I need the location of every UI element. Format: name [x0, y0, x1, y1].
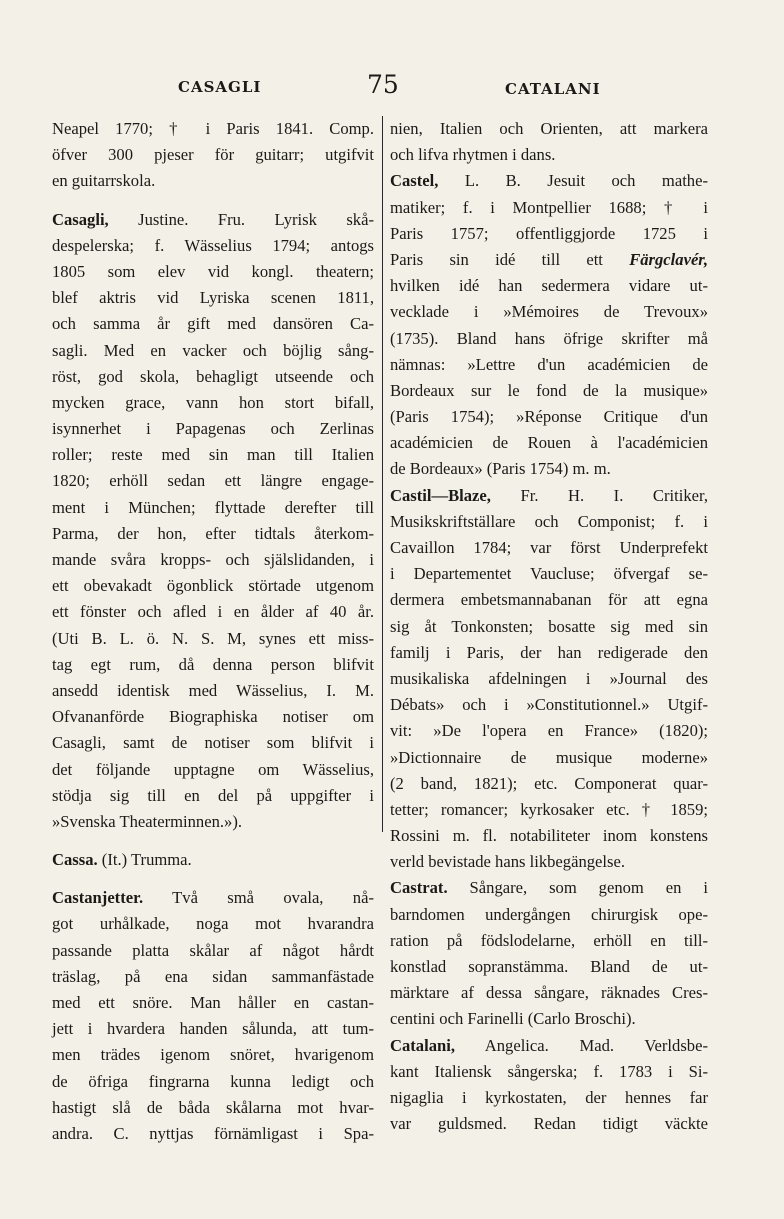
text-line — [390, 902, 708, 928]
text-line — [52, 390, 374, 416]
text-line — [390, 640, 708, 666]
line-text: Sångare, som genom en i — [447, 878, 708, 898]
line-text: familj i Paris, der han redigerade den — [390, 642, 708, 662]
line-text: Débats» och i »Constitutionnel.» Utgif- — [390, 695, 708, 715]
line-text: (2 band, 1821); etc. Componerat quar- — [390, 773, 708, 793]
text-line — [52, 1042, 374, 1068]
text-line — [390, 954, 708, 980]
text-line — [390, 666, 708, 692]
text-line — [390, 928, 708, 954]
text-line — [52, 599, 374, 625]
text-line — [390, 692, 708, 718]
line-text: 1805 som elev vid kongl. theatern; — [52, 261, 374, 281]
line-text: röst, god skola, behagligt utseende och — [52, 366, 374, 386]
line-text: hvilken idé han sedermera vidare ut- — [390, 276, 708, 296]
text-line — [52, 626, 374, 652]
line-text: »Svenska Theaterminnen.»). — [52, 811, 243, 831]
text-line — [52, 338, 374, 364]
text-line — [52, 652, 374, 678]
line-text: Bordeaux sur le fond de la musique» — [390, 380, 708, 400]
text-line — [390, 797, 708, 823]
text-line — [52, 911, 374, 937]
text-line — [390, 456, 708, 482]
line-text: en guitarrskola. — [52, 171, 156, 191]
right-column — [390, 116, 708, 1137]
text-line — [390, 168, 708, 194]
line-text: Musikskriftställare och Componist; f. i — [390, 511, 708, 531]
line-text: barndomen undergången chirurgisk ope- — [390, 904, 708, 924]
text-line — [52, 1069, 374, 1095]
line-text: öfver 300 pjeser för guitarr; utgifvit — [52, 145, 374, 165]
line-text: var guldsmed. Redan tidigt väckte — [390, 1114, 708, 1134]
line-text: ration på födslodelarne, erhöll en till- — [390, 930, 708, 950]
text-line — [390, 535, 708, 561]
line-text: Neapel 1770; † i Paris 1841. Comp. — [52, 119, 374, 138]
text-line — [52, 1016, 374, 1042]
line-text: i Departementet Vaucluse; öfvergaf se- — [390, 564, 708, 584]
line-text: och samma år gift med dansören Ca- — [52, 314, 374, 334]
line-text: tag egt rum, då denna person blifvit — [52, 654, 374, 674]
text-line — [52, 311, 374, 337]
line-text: ett obevakadt ögonblick störtade utgenom — [52, 576, 374, 596]
text-line — [52, 573, 374, 599]
text-line — [52, 990, 374, 1016]
line-text: nigaglia i kyrkostaten, der hennes far — [390, 1087, 708, 1107]
entry-headword: Castanjetter. — [52, 888, 144, 908]
text-line — [390, 587, 708, 613]
line-text: ansedd identisk med Wässelius, I. M. — [52, 680, 374, 700]
line-text: académicien de Rouen à l'académicien — [390, 433, 708, 453]
text-line — [390, 299, 708, 325]
line-text: verld bevistade hans likbegängelse. — [390, 852, 626, 872]
text-line — [52, 1095, 374, 1121]
line-text: vecklade i »Mémoires de Trevoux» — [390, 302, 708, 322]
paragraph-gap — [52, 873, 374, 885]
text-line — [390, 195, 708, 221]
entry-headword: Cassa. — [52, 850, 98, 870]
entry-headword: Casagli, — [52, 209, 109, 229]
line-text: nämnas: »Lettre d'un académicien de — [390, 354, 708, 374]
line-text: sig åt Tonkonsten; bosatte sig med sin — [390, 616, 708, 636]
line-text: Casagli, samt de notiser som blifvit i — [52, 733, 374, 753]
line-text: konstlad sopranstämma. Bland de ut- — [390, 957, 708, 976]
text-line — [390, 561, 708, 587]
text-line — [52, 809, 374, 835]
text-line — [390, 326, 708, 352]
text-line — [390, 1006, 708, 1032]
line-text: (1735). Bland hans öfrige skrifter må — [390, 328, 708, 348]
text-line — [390, 1059, 708, 1085]
entry-headword: Castel, — [390, 171, 439, 191]
text-line — [390, 1085, 708, 1111]
page-header — [50, 70, 710, 104]
left-column — [52, 116, 374, 1147]
line-text: men trädes igenom snöret, hvarigenom — [52, 1045, 374, 1065]
line-text: stödja sig till en del på uppgifter i — [52, 785, 374, 805]
line-text: Angelica. Mad. Verldsbe- — [455, 1035, 708, 1055]
text-line — [52, 885, 374, 911]
line-text: (It.) Trumma. — [97, 850, 192, 870]
text-line — [390, 745, 708, 771]
line-text: Rossini m. fl. notabiliteter inom konstens — [390, 826, 708, 846]
line-text: hastigt slå de båda skålarna mot hvar- — [52, 1097, 374, 1117]
text-line — [52, 678, 374, 704]
text-line — [390, 980, 708, 1006]
line-text: »Dictionnaire de musique moderne» — [390, 747, 708, 767]
text-line — [390, 273, 708, 299]
text-line — [390, 823, 708, 849]
line-text: passande platta skålar af något hårdt — [52, 940, 374, 960]
text-line — [390, 509, 708, 535]
text-line — [390, 221, 708, 247]
text-line — [52, 730, 374, 756]
line-text: isynnerhet i Papagenas och Zerlinas — [52, 419, 374, 439]
text-line — [52, 847, 374, 873]
text-line — [52, 938, 374, 964]
text-line — [52, 468, 374, 494]
text-line — [52, 521, 374, 547]
text-line — [52, 233, 374, 259]
text-line — [52, 142, 374, 168]
text-line — [390, 352, 708, 378]
text-line — [390, 483, 708, 509]
text-line — [52, 364, 374, 390]
line-text: träslag, på ena sidan sammanfästade — [52, 966, 374, 986]
text-line — [52, 757, 374, 783]
line-text: Paris 1757; offentliggjorde 1725 i — [390, 223, 708, 243]
text-line — [390, 378, 708, 404]
line-text: tetter; romancer; kyrkosaker etc. † 1859; — [390, 799, 708, 819]
header-right-word: CATALANI — [505, 80, 601, 98]
line-text: Justine. Fru. Lyrisk skå- — [108, 209, 374, 229]
italic-term: Färgclavér, — [629, 249, 708, 269]
line-text: vit: »De l'opera en France» (1820); — [390, 721, 708, 741]
line-text: ett fönster och afled i en ålder af 40 år. — [52, 602, 374, 622]
line-text: Ofvananförde Biographiska notiser om — [52, 707, 374, 727]
line-text: jett i hvardera handen sålunda, att tum- — [52, 1019, 374, 1039]
text-line — [390, 875, 708, 901]
entry-headword: Catalani, — [390, 1035, 455, 1055]
line-text: matiker; f. i Montpellier 1688; † i — [390, 197, 708, 217]
page-number: 75 — [367, 70, 399, 99]
line-text: roller; reste med sin man till Italien — [52, 445, 374, 465]
line-text: dermera embetsmannabanan för att egna — [390, 590, 708, 610]
line-text: mande svåra kropps- och själslidanden, i — [52, 550, 374, 569]
text-line — [52, 416, 374, 442]
paragraph-gap — [52, 195, 374, 207]
text-line — [390, 116, 708, 142]
paragraph-gap — [52, 835, 374, 847]
text-line — [390, 1033, 708, 1059]
line-text: med ett snöre. Man håller en castan- — [52, 993, 374, 1012]
text-line — [52, 547, 374, 573]
text-line — [52, 495, 374, 521]
text-line — [52, 704, 374, 730]
line-text: märktare af dessa sångare, räknades Cres- — [390, 983, 708, 1003]
line-text: de öfriga fingrarna kunna ledigt och — [52, 1071, 374, 1091]
text-line — [52, 207, 374, 233]
entry-headword: Castrat. — [390, 878, 448, 898]
line-text: got urhålkade, noga mot hvarandra — [52, 914, 374, 934]
line-text: Parma, der hon, efter tidtals återkom- — [52, 523, 374, 543]
text-line — [52, 168, 374, 194]
text-line — [52, 1121, 374, 1147]
line-text: Paris sin idé till ett — [390, 249, 630, 269]
line-text: (Uti B. L. ö. N. S. M, synes ett miss- — [52, 628, 374, 648]
text-line — [390, 718, 708, 744]
line-text: sagli. Med en vacker och böjlig sång- — [52, 340, 374, 360]
line-text: mycken grace, vann hon stort bifall, — [52, 392, 374, 412]
text-line — [390, 247, 708, 273]
entry-headword: Castil—Blaze, — [390, 485, 491, 505]
line-text: despelerska; f. Wässelius 1794; antogs — [52, 235, 374, 255]
text-line — [390, 404, 708, 430]
line-text: Två små ovala, nå- — [143, 888, 374, 908]
line-text: kant Italiensk sångerska; f. 1783 i Si- — [390, 1061, 708, 1081]
line-text: och lifva rhytmen i dans. — [390, 145, 556, 165]
header-left-word: CASAGLI — [178, 78, 262, 96]
text-line — [52, 259, 374, 285]
line-text: Fr. H. I. Critiker, — [490, 485, 708, 505]
line-text: 1820; erhöll sedan ett längre engage- — [52, 471, 374, 491]
line-text: de Bordeaux» (Paris 1754) m. m. — [390, 459, 611, 479]
line-text: Cavaillon 1784; var först Underprefekt — [390, 538, 708, 557]
line-text: det följande upptagne om Wässelius, — [52, 759, 374, 779]
text-line — [52, 285, 374, 311]
text-line — [390, 1111, 708, 1137]
text-line — [390, 849, 708, 875]
text-line — [390, 614, 708, 640]
line-text: centini och Farinelli (Carlo Broschi). — [390, 1009, 636, 1029]
line-text: L. B. Jesuit och mathe- — [438, 171, 708, 191]
text-line — [390, 142, 708, 168]
line-text: nien, Italien och Orienten, att markera — [390, 119, 708, 138]
text-line — [52, 442, 374, 468]
text-line — [390, 771, 708, 797]
text-line — [390, 430, 708, 456]
line-text: ment i München; flyttade derefter till — [52, 497, 374, 517]
text-line — [52, 783, 374, 809]
text-line — [52, 964, 374, 990]
line-text: blef aktris vid Lyriska scenen 1811, — [52, 288, 374, 308]
column-divider — [382, 116, 383, 832]
line-text: andra. C. nyttjas förnämligast i Spa- — [52, 1123, 374, 1143]
line-text: musikaliska afdelningen i »Journal des — [390, 668, 708, 688]
text-line — [52, 116, 374, 142]
line-text: (Paris 1754); »Réponse Critique d'un — [390, 407, 708, 427]
